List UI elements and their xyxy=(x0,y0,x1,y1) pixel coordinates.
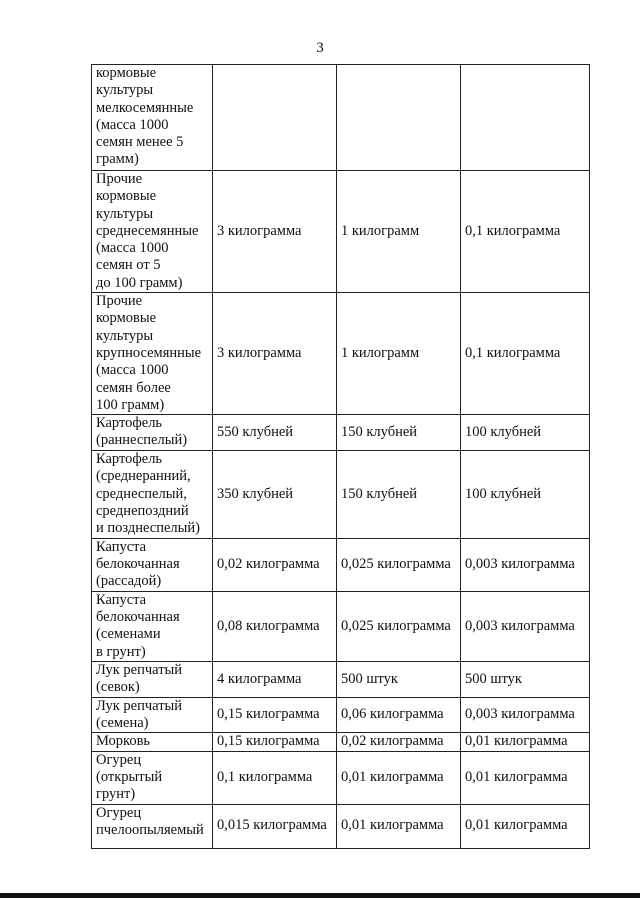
crop-cell: Картофель (раннеспелый) xyxy=(92,415,213,451)
norm-cell-3: 100 клубней xyxy=(461,451,590,538)
norm-cell-2: 0,025 килограмма xyxy=(337,591,461,661)
norm-cell-2: 150 клубней xyxy=(337,451,461,538)
crop-cell: Капуста белокочанная (рассадой) xyxy=(92,538,213,591)
norm-cell-3: 0,003 килограмма xyxy=(461,697,590,733)
page-number: 3 xyxy=(316,40,324,56)
table-row xyxy=(92,65,590,171)
crop-cell: Морковь xyxy=(92,733,213,751)
norm-cell-2 xyxy=(337,65,461,171)
crop-cell: Лук репчатый (севок) xyxy=(92,661,213,697)
table-row xyxy=(92,591,590,661)
norm-cell-2: 0,025 килограмма xyxy=(337,538,461,591)
crop-cell: Картофель (среднеранний, среднеспелый, среднепоздний и позднеспелый) xyxy=(92,451,213,538)
norm-cell-3: 0,1 килограмма xyxy=(461,171,590,293)
crop-cell: Прочие кормовые культуры крупносемянные (масса 1000 семян более 100 грамм) xyxy=(92,293,213,415)
norm-cell-3 xyxy=(461,65,590,171)
norm-cell-3: 0,01 килограмма xyxy=(461,733,590,751)
table-row xyxy=(92,293,590,415)
norm-cell-2: 0,06 килограмма xyxy=(337,697,461,733)
norm-cell-2: 1 килограмм xyxy=(337,171,461,293)
norm-cell-1: 0,15 килограмма xyxy=(213,733,337,751)
norm-cell-2: 0,01 килограмма xyxy=(337,804,461,848)
norm-cell-1: 550 клубней xyxy=(213,415,337,451)
table-row xyxy=(92,538,590,591)
crop-cell: Капуста белокочанная (семенами в грунт) xyxy=(92,591,213,661)
table-row xyxy=(92,451,590,538)
table-row xyxy=(92,733,590,751)
norm-cell-3: 0,01 килограмма xyxy=(461,804,590,848)
page-bottom-edge xyxy=(0,893,640,898)
table-row xyxy=(92,661,590,697)
norm-cell-2: 150 клубней xyxy=(337,415,461,451)
norm-cell-1: 0,02 килограмма xyxy=(213,538,337,591)
seed-norms-table xyxy=(91,64,590,849)
table-row xyxy=(92,804,590,848)
norm-cell-2: 0,01 килограмма xyxy=(337,751,461,804)
norm-cell-1 xyxy=(213,65,337,171)
crop-cell: Огурец (открытый грунт) xyxy=(92,751,213,804)
norm-cell-1: 3 килограмма xyxy=(213,171,337,293)
table-row xyxy=(92,415,590,451)
table-row xyxy=(92,751,590,804)
table-row xyxy=(92,171,590,293)
norm-cell-1: 350 клубней xyxy=(213,451,337,538)
crop-cell: кормовые культуры мелкосемянные (масса 1000 семян менее 5 грамм) xyxy=(92,65,213,171)
norm-cell-3: 0,01 килограмма xyxy=(461,751,590,804)
norm-cell-1: 0,015 килограмма xyxy=(213,804,337,848)
norm-cell-3: 100 клубней xyxy=(461,415,590,451)
norm-cell-3: 0,003 килограмма xyxy=(461,538,590,591)
norm-cell-1: 4 килограмма xyxy=(213,661,337,697)
norm-cell-3: 0,1 килограмма xyxy=(461,293,590,415)
norm-cell-1: 0,08 килограмма xyxy=(213,591,337,661)
table-row xyxy=(92,697,590,733)
norm-cell-1: 0,1 килограмма xyxy=(213,751,337,804)
norm-cell-1: 3 килограмма xyxy=(213,293,337,415)
norm-cell-3: 500 штук xyxy=(461,661,590,697)
norm-cell-2: 1 килограмм xyxy=(337,293,461,415)
crop-cell: Прочие кормовые культуры среднесемянные (масса 1000 семян от 5 до 100 грамм) xyxy=(92,171,213,293)
norm-cell-2: 0,02 килограмма xyxy=(337,733,461,751)
norm-cell-3: 0,003 килограмма xyxy=(461,591,590,661)
norm-cell-1: 0,15 килограмма xyxy=(213,697,337,733)
norm-cell-2: 500 штук xyxy=(337,661,461,697)
crop-cell: Лук репчатый (семена) xyxy=(92,697,213,733)
crop-cell: Огурец пчелоопыляемый xyxy=(92,804,213,848)
